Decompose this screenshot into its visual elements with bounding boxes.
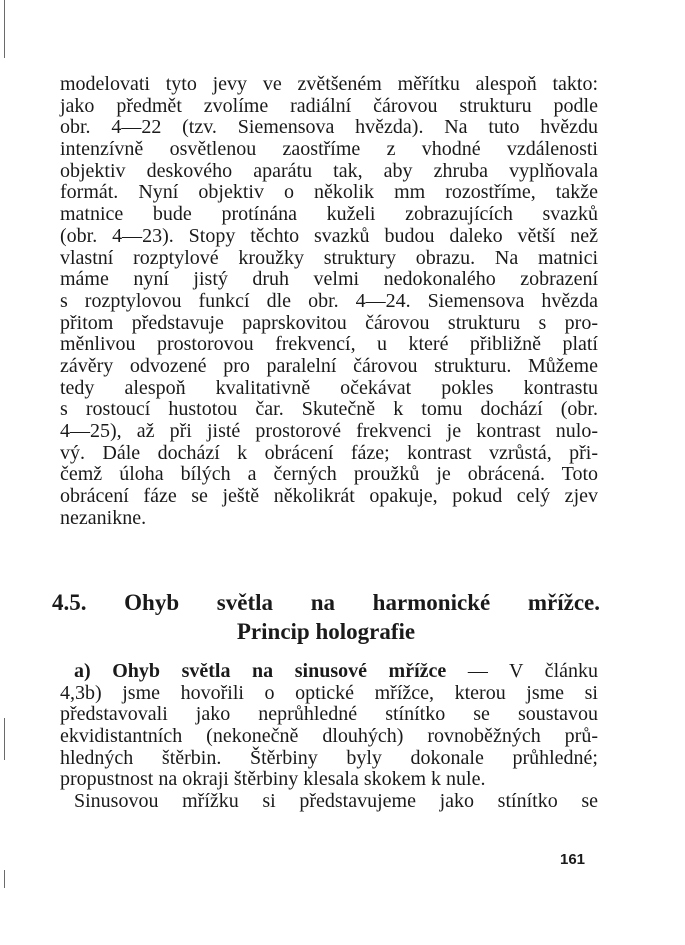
text-line: matnice bude protínána kuželi zobrazujících svazků bbox=[60, 203, 598, 226]
paragraph-siemens-star bbox=[60, 74, 598, 529]
text-line: hledných štěrbin. Štěrbiny byly dokonale průhledné; bbox=[60, 746, 598, 769]
text-line: tedy alespoň kvalitativně očekávat pokles kontrastu bbox=[60, 376, 598, 399]
text-line: nezanikne. bbox=[60, 506, 147, 529]
text-line: 4—25), až při jisté prostorové frekvenci je kontrast nulo- bbox=[60, 420, 598, 442]
text-line: s rozptylovou funkcí dle obr. 4—24. Siemensova hvězda bbox=[60, 289, 598, 312]
section-heading-line: Princip holografie bbox=[236, 619, 416, 644]
text-line: máme nyní jistý druh velmi nedokonalého zobrazení bbox=[60, 268, 598, 291]
text-line: 4,3b) jsme hovořili o optické mřížce, kterou jsme si bbox=[60, 681, 598, 704]
text-line: s rostoucí hustotou čar. Skutečně k tomu dochází (obr. bbox=[60, 398, 598, 421]
text-run: — V článku bbox=[446, 660, 598, 682]
page-edge-mark bbox=[4, 0, 5, 58]
text-line: formát. Nyní objektiv o několik mm rozostříme, takže bbox=[60, 181, 598, 204]
page-edge-mark bbox=[4, 718, 5, 760]
text-line: objektiv deskového aparátu tak, aby zhruba vyplňovala bbox=[60, 159, 598, 182]
section-heading-line: 4.5. Ohyb světla na harmonické mřížce. bbox=[52, 590, 600, 615]
text-line: vý. Dále dochází k obrácení fáze; kontrast vzrůstá, při- bbox=[60, 441, 598, 464]
text-line: Sinusovou mřížku si představujeme jako stínítko se bbox=[74, 790, 598, 813]
text-line: propustnost na okraji štěrbiny klesala skokem k nule. bbox=[60, 768, 486, 791]
page-edge-mark bbox=[4, 870, 5, 888]
text-line: závěry odvozené pro paralelní čárovou strukturu. Můžeme bbox=[60, 354, 598, 377]
section-heading bbox=[52, 588, 600, 646]
text-line: přitom představuje paprskovitou čárovou strukturu s pro- bbox=[60, 311, 598, 334]
page-number: 161 bbox=[560, 851, 586, 868]
text-line: modelovati tyto jevy ve zvětšeném měřítku alespoň takto: bbox=[60, 73, 598, 95]
text-line: ekvidistantních (nekonečně dlouhých) rovnoběžných prů- bbox=[60, 725, 598, 748]
text-line: intenzívně osvětlenou zaostříme z vhodné vzdálenosti bbox=[60, 138, 598, 161]
text-line: obr. 4—22 (tzv. Siemensova hvězda). Na tuto hvězdu bbox=[60, 116, 598, 139]
paragraph-sinusoidal-grating bbox=[60, 661, 598, 813]
text-line bbox=[60, 661, 598, 683]
paragraph-run-in-head: a) Ohyb světla na sinusové mřížce bbox=[74, 660, 447, 682]
text-line: jako předmět zvolíme radiální čárovou strukturu podle bbox=[60, 94, 598, 117]
text-line: (obr. 4—23). Stopy těchto svazků budou daleko větší než bbox=[60, 224, 598, 247]
text-line: měnlivou prostorovou frekvencí, u které přibližně platí bbox=[60, 333, 598, 356]
text-line: vlastní rozptylové kroužky struktury obrazu. Na matnici bbox=[60, 246, 598, 269]
text-line: čemž úloha bílých a černých proužků je obrácená. Toto bbox=[60, 463, 598, 486]
text-line: představovali jako neprůhledné stínítko se soustavou bbox=[60, 703, 598, 726]
text-line: obrácení fáze se ještě několikrát opakuje, pokud celý zjev bbox=[60, 485, 598, 508]
